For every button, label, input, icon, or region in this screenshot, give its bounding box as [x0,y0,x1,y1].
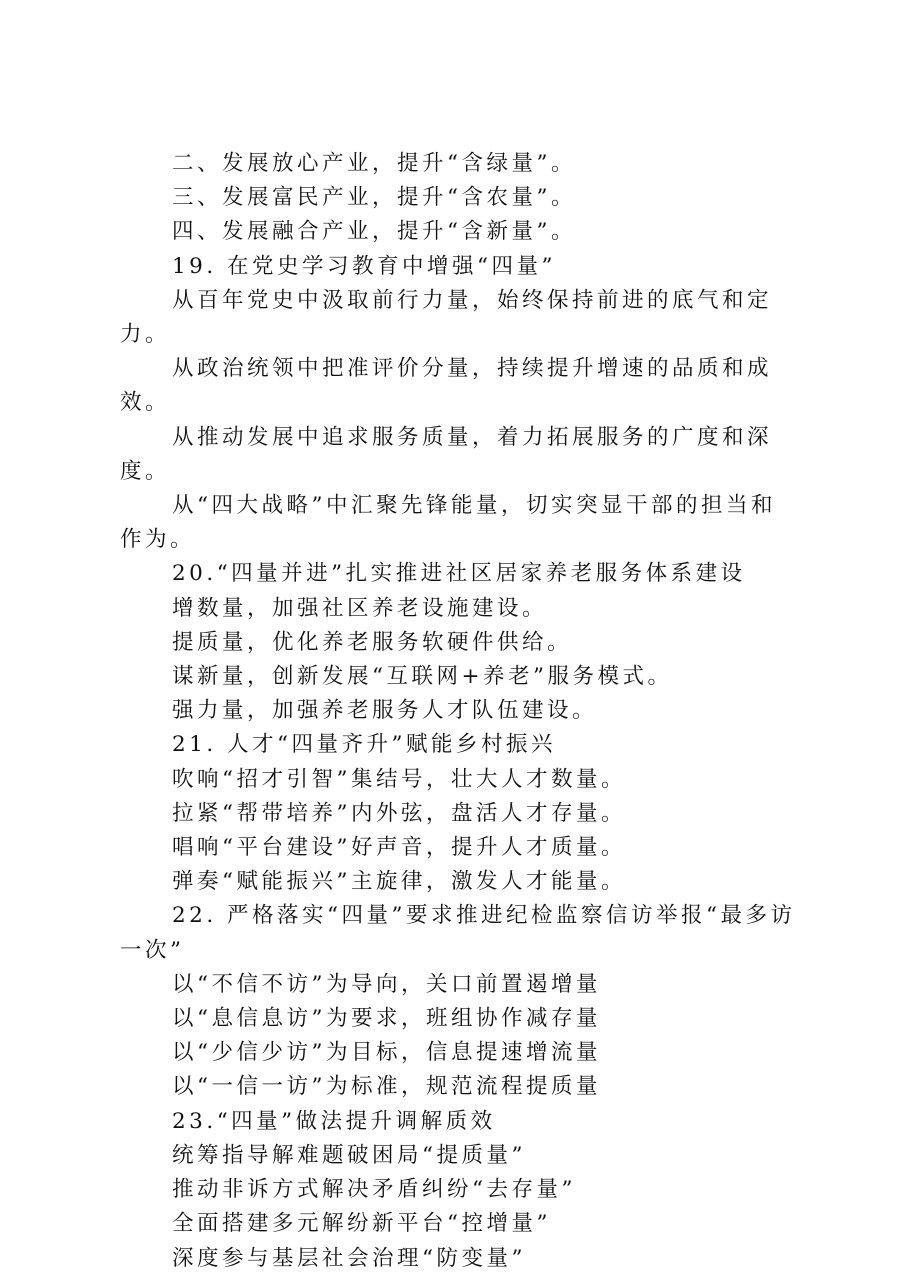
paragraph: 从百年党史中汲取前行力量，始终保持前进的底气和定力。 [120,287,773,348]
paragraph: 提质量，优化养老服务软硬件供给。 [172,629,573,655]
paragraph: 推动非诉方式解决矛盾纠纷“去存量” [172,1177,576,1203]
paragraph: 全面搭建多元解纷新平台“控增量” [172,1211,551,1237]
paragraph: 以“一信一访”为标准，规范流程提质量 [172,1074,601,1100]
section-heading: 23.“四量”做法提升调解质效 [172,1108,496,1134]
paragraph: 统筹指导解难题破困局“提质量” [172,1142,526,1168]
section-heading: 19. 在党史学习教育中增强“四量” [172,253,557,279]
paragraph: 唱响“平台建设”好声音，提升人才质量。 [172,835,626,861]
paragraph: 拉紧“帮带培养”内外弦，盘活人才存量。 [172,800,626,826]
paragraph: 从推动发展中追求服务质量，着力拓展服务的广度和深度。 [120,424,773,484]
paragraph: 强力量，加强养老服务人才队伍建设。 [172,698,598,724]
paragraph: 以“不信不访”为导向，关口前置遏增量 [172,971,601,997]
paragraph: 从“四大战略”中汇聚先锋能量，切实突显干部的担当和作为。 [120,493,776,553]
paragraph: 吹响“招才引智”集结号，壮大人才数量。 [172,766,626,792]
paragraph: 弹奏“赋能振兴”主旋律，激发人才能量。 [172,869,626,895]
paragraph: 谋新量，创新发展“互联网+养老”服务模式。 [172,664,673,690]
paragraph: 三、发展富民产业，提升“含农量”。 [172,185,576,211]
paragraph: 以“息信息访”为要求，班组协作减存量 [172,1006,601,1032]
document-body [120,147,800,1276]
paragraph: 二、发展放心产业，提升“含绿量”。 [172,151,576,176]
paragraph: 四、发展融合产业，提升“含新量”。 [172,219,576,245]
paragraph: 从政治统领中把准评价分量，持续提升增速的品质和成效。 [120,356,773,416]
section-heading: 20.“四量并进”扎实推进社区居家养老服务体系建设 [172,561,746,587]
section-heading: 21. 人才“四量齐升”赋能乡村振兴 [172,732,557,758]
paragraph: 以“少信少访”为目标，信息提速增流量 [172,1040,601,1066]
paragraph: 深度参与基层社会治理“防变量” [172,1245,526,1271]
section-heading: 22. 严格落实“四量”要求推进纪检监察信访举报“最多访一次” [120,903,796,963]
paragraph: 增数量，加强社区养老设施建设。 [172,595,548,621]
